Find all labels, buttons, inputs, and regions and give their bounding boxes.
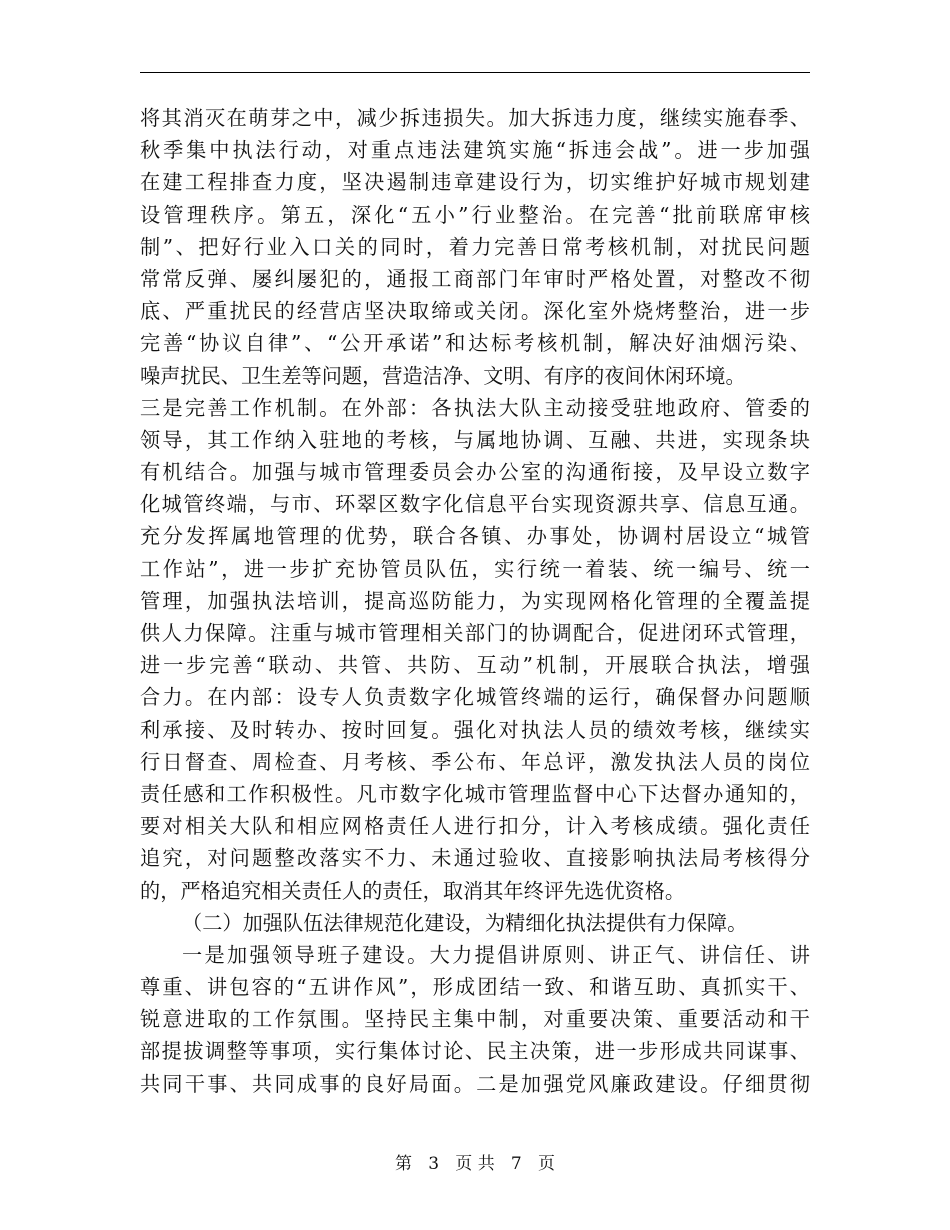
current-page-number: 3 — [428, 1154, 440, 1174]
text-line: 的，严格追究相关责任人的责任，取消其年终评先选优资格。 — [140, 878, 686, 903]
text-line: 部提拔调整等事项，实行集体讨论、民主决策，进一步形成共同谋事、 — [140, 1039, 810, 1064]
text-line: 锐意进取的工作氛围。坚持民主集中制，对重要决策、重要活动和干 — [140, 1007, 810, 1032]
text-line: 供人力保障。注重与城市管理相关部门的协调配合，促进闭环式管理， — [140, 621, 810, 645]
section-heading: （二）加强队伍法律规范化建设，为精细化执法提供有力保障。 — [182, 910, 748, 935]
text-line: 要对相关大队和相应网格责任人进行扣分，计入考核成绩。强化责任 — [140, 814, 810, 839]
text-line: 秋季集中执法行动，对重点违法建筑实施“拆违会战”。进一步加强 — [140, 138, 810, 163]
text-line: 将其消灭在萌芽之中，减少拆违损失。加大拆违力度，继续实施春季、 — [140, 106, 810, 130]
text-line: 利承接、及时转办、按时回复。强化对执法人员的绩效考核，继续实 — [140, 717, 810, 742]
text-line: 管理，加强执法培训，提高巡防能力，为实现网格化管理的全覆盖提 — [140, 588, 810, 613]
text-line: 化城管终端，与市、环翠区数字化信息平台实现资源共享、信息互通。 — [140, 492, 810, 517]
text-line: 有机结合。加强与城市管理委员会办公室的沟通衔接，及早设立数字 — [140, 460, 810, 485]
text-line: 领导，其工作纳入驻地的考核，与属地协调、互融、共进，实现条块 — [140, 427, 810, 452]
text-line: 责任感和工作积极性。凡市数字化城市管理监督中心下达督办通知的， — [140, 781, 810, 806]
text-line: 尊重、讲包容的“五讲作风”，形成团结一致、和谐互助、真抓实干、 — [140, 975, 810, 1000]
text-line: 充分发挥属地管理的优势，联合各镇、办事处，协调村居设立“城管 — [140, 524, 810, 549]
text-line: 噪声扰民、卫生差等问题，营造洁净、文明、有序的夜间休闲环境。 — [140, 363, 746, 388]
text-line: 合力。在内部：设专人负责数字化城管终端的运行，确保督办问题顺 — [140, 685, 810, 710]
text-line: 追究，对问题整改落实不力、未通过验收、直接影响执法局考核得分 — [140, 846, 810, 871]
text-line: 设管理秩序。第五，深化“五小”行业整治。在完善“批前联席审核 — [140, 202, 810, 227]
header-rule — [140, 72, 810, 73]
text-line: 在建工程排查力度，坚决遏制违章建设行为，切实维护好城市规划建 — [140, 170, 810, 195]
text-line: 完善“协议自律”、“公开承诺”和达标考核机制，解决好油烟污染、 — [140, 331, 810, 356]
body-text — [140, 102, 810, 1100]
text-line: 共同干事、共同成事的良好局面。二是加强党风廉政建设。仔细贯彻 — [140, 1071, 810, 1096]
text-line: 制”、把好行业入口关的同时，着力完善日常考核机制，对扰民问题 — [140, 234, 810, 259]
page-footer — [0, 1152, 950, 1176]
text-line: 工作站”，进一步扩充协管员队伍，实行统一着装、统一编号、统一 — [140, 556, 810, 581]
footer-prefix: 第 — [395, 1154, 413, 1174]
text-line: 常常反弹、屡纠屡犯的，通报工商部门年审时严格处置，对整改不彻 — [140, 266, 810, 291]
text-line: 进一步完善“联动、共管、共防、互动”机制，开展联合执法，增强 — [140, 653, 810, 678]
text-line: 行日督查、周检查、月考核、季公布、年总评，激发执法人员的岗位 — [140, 749, 810, 774]
footer-suffix: 页 — [537, 1154, 555, 1174]
total-pages-number: 7 — [510, 1154, 522, 1174]
text-line: 三是完善工作机制。在外部：各执法大队主动接受驻地政府、管委的 — [140, 395, 810, 420]
text-line: 一是加强领导班子建设。大力提倡讲原则、讲正气、讲信任、讲 — [182, 942, 810, 967]
text-line: 底、严重扰民的经营店坚决取缔或关闭。深化室外烧烤整治，进一步 — [140, 299, 810, 324]
footer-middle: 页 共 — [455, 1154, 495, 1174]
